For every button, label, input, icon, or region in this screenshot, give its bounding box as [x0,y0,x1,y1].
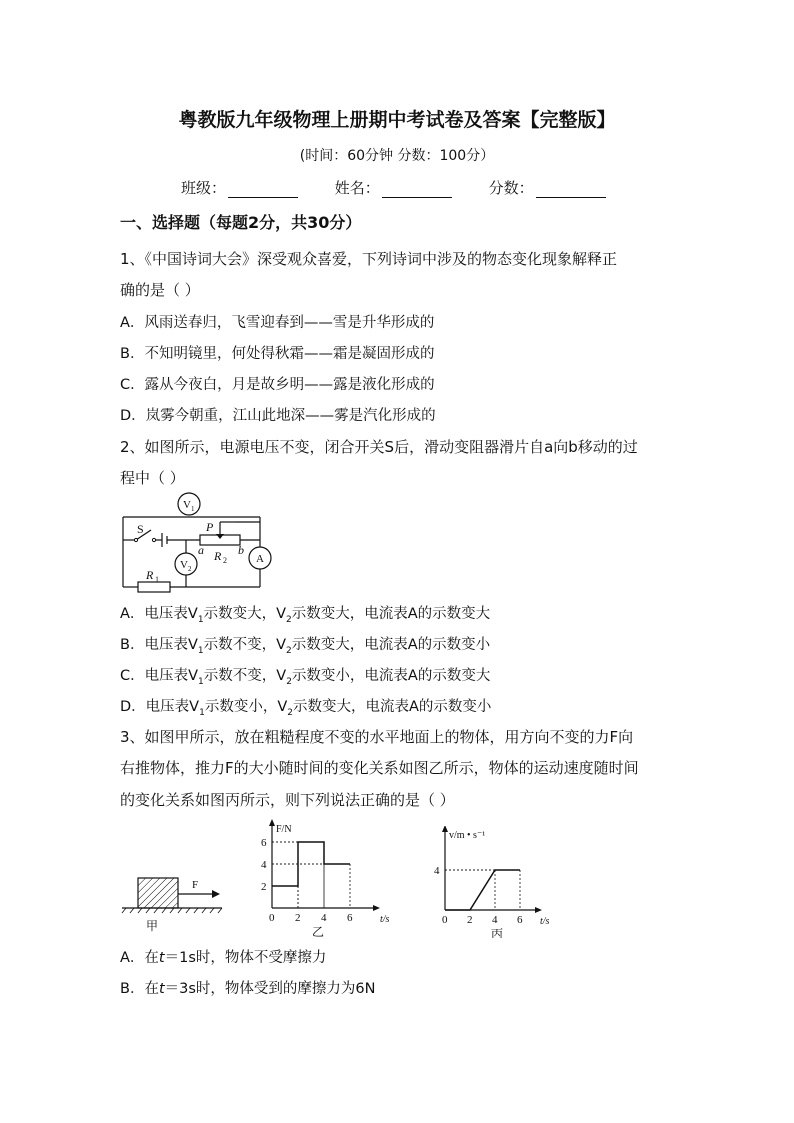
class-label: 班级： [181,179,227,197]
r2-label: R [214,549,222,563]
caption-jia: 甲 [146,919,159,933]
y-axis-label: v/m • s⁻¹ [449,830,486,841]
document-title: 粤教版九年级物理上册期中考试卷及答案【完整版】 [178,109,616,131]
slider-label: P [206,520,214,534]
terminal-b-label: b [238,543,244,557]
q3-option-b: B．在t＝3s时，物体受到的摩擦力为6N [120,981,376,997]
x-tick-label: 6 [347,912,353,924]
chart-caption: 乙 [312,925,325,938]
series-line [445,870,520,910]
voltmeter-v2-label: V [180,559,188,571]
x-axis-label: t/s [540,916,550,927]
x-axis-arrow [373,905,380,911]
chart-velocity-time [425,826,565,938]
q1-option-a: A．风雨送春归，飞雪迎春到——雪是升华形成的 [120,315,435,331]
q1-option-b: B．不知明镜里，何处得秋霜——霜是凝固形成的 [120,346,435,362]
voltmeter-v2-subscript: 2 [188,565,192,573]
y-axis-label: F/N [276,824,292,835]
q2-option-d: D．电压表$V_1$示数变小，$V_2$示数变大，电流表A的示数变小 [120,699,492,718]
r2-subscript: 2 [223,556,227,565]
x-tick-label: 2 [295,912,301,924]
x-tick-label: 4 [492,914,498,926]
switch-label: S [137,522,144,536]
y-axis-arrow [269,819,275,826]
r1-label: R [146,568,154,582]
chart-caption: 丙 [491,927,504,938]
x-axis-arrow [535,907,542,913]
x-tick-label: 2 [467,914,473,926]
score-label: 分数： [488,179,534,197]
q1-stem-line2: 确的是（ ） [120,281,200,299]
y-tick-label: 2 [261,881,267,893]
y-axis-arrow [442,826,448,832]
q3-stem-line1: 3、如图甲所示，放在粗糙程度不变的水平地面上的物体，用方向不变的力F向 [120,728,634,746]
class-blank[interactable] [228,183,298,198]
name-blank[interactable] [382,183,452,198]
y-tick-label: 4 [434,865,440,877]
force-label: F [192,879,199,891]
r1-subscript: 1 [155,575,159,584]
name-label: 姓名： [334,179,380,197]
y-tick-label: 6 [261,837,267,849]
q1-stem-line1: 1、《中国诗词大会》深受观众喜爱，下列诗词中涉及的物态变化现象解释正 [120,250,618,268]
chart-force-time [248,818,398,938]
x-axis-label: t/s [380,914,390,925]
ammeter-label: A [256,553,264,565]
x-tick-label: 0 [269,912,275,924]
student-fields [181,177,606,198]
score-blank[interactable] [536,183,606,198]
terminal-a-label: a [198,543,204,557]
series-line [272,842,350,886]
y-tick-label: 4 [261,859,267,871]
q2-stem-line1: 2、如图所示，电源电压不变，闭合开关S后，滑动变阻器滑片自a向b移动的过 [120,438,638,456]
voltmeter-v1-subscript: 1 [191,505,195,513]
q1-option-d: D．岚雾今朝重，江山此地深——雾是汽化形成的 [120,408,436,424]
section-heading: 一、选择题（每题2分，共30分） [120,213,362,232]
q3-option-a: A．在t＝1s时，物体不受摩擦力 [120,950,327,966]
block [138,878,178,908]
q3-stem-line3: 的变化关系如图丙所示，则下列说法正确的是（ ） [120,791,455,809]
voltmeter-v1-label: V [183,499,191,511]
q2-option-a: A．电压表$V_1$示数变大，$V_2$示数变大，电流表A的示数变大 [120,606,491,625]
q1-option-c: C．露从今夜白，月是故乡明——露是液化形成的 [120,377,435,393]
circuit-diagram [118,490,278,598]
x-tick-label: 6 [517,914,523,926]
figure-jia [120,868,225,938]
q2-option-b: B．电压表$V_1$示数不变，$V_2$示数变大，电流表A的示数变小 [120,637,491,656]
x-tick-label: 4 [321,912,327,924]
x-tick-label: 0 [442,914,448,926]
q2-stem-line2: 程中（ ） [120,469,185,487]
exam-meta: (时间：60分钟 分数：100分） [299,148,495,164]
q3-stem-line2: 右推物体，推力F的大小随时间的变化关系如图乙所示，物体的运动速度随时间 [120,759,639,777]
q2-option-c: C．电压表$V_1$示数不变，$V_2$示数变小，电流表A的示数变大 [120,668,491,687]
